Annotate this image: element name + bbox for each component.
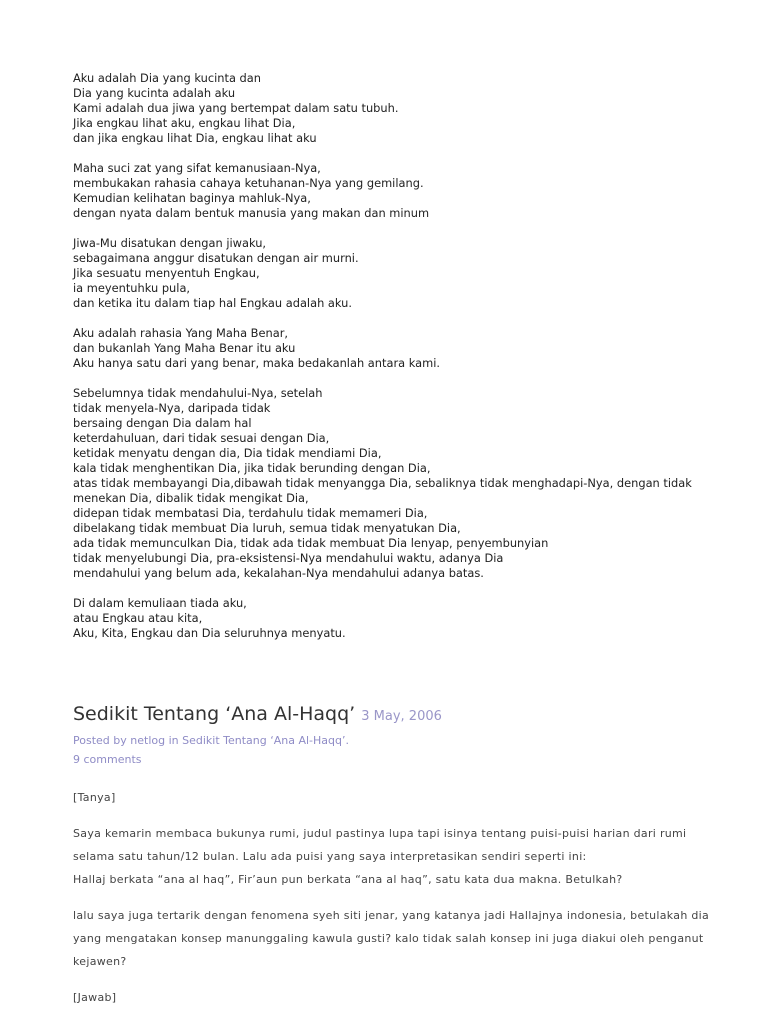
poem-line: keterdahuluan, dari tidak sesuai dengan Dia, <box>73 431 330 445</box>
poem-line: Jiwa-Mu disatukan dengan jiwaku, <box>73 236 267 250</box>
poem-line: sebagaimana anggur disatukan dengan air murni. <box>73 251 359 265</box>
author-link[interactable]: netlog <box>130 734 166 747</box>
poem-line: ketidak menyatu dengan dia, Dia tidak mendiami Dia, <box>73 446 382 460</box>
poem-line: mendahului yang belum ada, kekalahan-Nya mendahului adanya batas. <box>73 566 484 580</box>
poem-stanza <box>73 161 753 221</box>
poem-line: menekan Dia, dibalik tidak mengikat Dia, <box>73 491 309 505</box>
post-body <box>73 786 733 1009</box>
paragraph-line: selama satu tahun/12 bulan. Lalu ada puisi yang saya interpretasikan sendiri seperti ini: <box>73 850 587 863</box>
meta-end: . <box>345 734 349 747</box>
poem-line: didepan tidak membatasi Dia, terdahulu tidak memameri Dia, <box>73 506 428 520</box>
poem-line: Aku adalah Dia yang kucinta dan <box>73 71 261 85</box>
paragraph-line: Saya kemarin membaca bukunya rumi, judul pastinya lupa tapi isinya tentang puisi-puisi harian dari rumi <box>73 827 687 840</box>
poem-stanza <box>73 236 753 311</box>
poem-line: dan jika engkau lihat Dia, engkau lihat aku <box>73 131 317 145</box>
post-paragraph <box>73 904 733 973</box>
post-heading <box>73 700 733 731</box>
poem-line: ia meyentuhku pula, <box>73 281 191 295</box>
poem-line: dan ketika itu dalam tiap hal Engkau adalah aku. <box>73 296 352 310</box>
poem-line: dan bukanlah Yang Maha Benar itu aku <box>73 341 296 355</box>
poem-line: Kami adalah dua jiwa yang bertempat dalam satu tubuh. <box>73 101 399 115</box>
poem-stanza <box>73 386 753 581</box>
poem-line: bersaing dengan Dia dalam hal <box>73 416 252 430</box>
comments-link[interactable]: 9 comments <box>73 753 142 766</box>
blog-post <box>73 700 733 1022</box>
poem-line: Dia yang kucinta adalah aku <box>73 86 236 100</box>
paragraph-line: [Jawab] <box>73 991 117 1004</box>
poem-line: membukakan rahasia cahaya ketuhanan-Nya yang gemilang. <box>73 176 424 190</box>
poem-line: Sebelumnya tidak mendahului-Nya, setelah <box>73 386 323 400</box>
poem-line: dengan nyata dalam bentuk manusia yang makan dan minum <box>73 206 430 220</box>
in-label: in <box>165 734 183 747</box>
poem-stanza <box>73 326 753 371</box>
post-title[interactable]: Sedikit Tentang ‘Ana Al-Haqq’ <box>73 703 356 725</box>
poem-line: atas tidak membayangi Dia,dibawah tidak menyangga Dia, sebaliknya tidak menghadapi-Nya, dengan tidak <box>73 476 692 490</box>
poem <box>73 71 753 656</box>
post-meta <box>73 731 733 750</box>
poem-line: Jika sesuatu menyentuh Engkau, <box>73 266 260 280</box>
paragraph-line: lalu saya juga tertarik dengan fenomena syeh siti jenar, yang katanya jadi Hallajnya indonesia, betulakah dia <box>73 909 710 922</box>
poem-line: Di dalam kemuliaan tiada aku, <box>73 596 247 610</box>
paragraph-line: [Tanya] <box>73 791 116 804</box>
post-date: 3 May, 2006 <box>361 709 442 724</box>
poem-line: tidak menyelubungi Dia, pra-eksistensi-Nya mendahului waktu, adanya Dia <box>73 551 504 565</box>
poem-line: tidak menyela-Nya, daripada tidak <box>73 401 271 415</box>
poem-stanza <box>73 596 753 641</box>
category-link[interactable]: Sedikit Tentang ‘Ana Al-Haqq’ <box>182 734 346 747</box>
poem-line: ada tidak memunculkan Dia, tidak ada tidak membuat Dia lenyap, penyembunyian <box>73 536 549 550</box>
poem-line: Aku hanya satu dari yang benar, maka bedakanlah antara kami. <box>73 356 440 370</box>
poem-line: atau Engkau atau kita, <box>73 611 203 625</box>
poem-line: Aku, Kita, Engkau dan Dia seluruhnya menyatu. <box>73 626 346 640</box>
poem-line: Aku adalah rahasia Yang Maha Benar, <box>73 326 289 340</box>
paragraph-line: kejawen? <box>73 955 127 968</box>
poem-line: Maha suci zat yang sifat kemanusiaan-Nya, <box>73 161 321 175</box>
poem-line: Kemudian kelihatan baginya mahluk-Nya, <box>73 191 311 205</box>
post-paragraph <box>73 986 733 1009</box>
poem-line: dibelakang tidak membuat Dia luruh, semua tidak menyatukan Dia, <box>73 521 461 535</box>
paragraph-line: Hallaj berkata “ana al haq”, Fir’aun pun berkata “ana al haq”, satu kata dua makna. Betulkah? <box>73 873 623 886</box>
poem-stanza <box>73 71 753 146</box>
poem-line: kala tidak menghentikan Dia, jika tidak berunding dengan Dia, <box>73 461 431 475</box>
paragraph-line: yang mengatakan konsep manunggaling kawula gusti? kalo tidak salah konsep ini juga diakui oleh penganut <box>73 932 704 945</box>
posted-by-label: Posted by <box>73 734 131 747</box>
poem-line: Jika engkau lihat aku, engkau lihat Dia, <box>73 116 296 130</box>
post-paragraph <box>73 822 733 891</box>
post-paragraph <box>73 786 733 809</box>
